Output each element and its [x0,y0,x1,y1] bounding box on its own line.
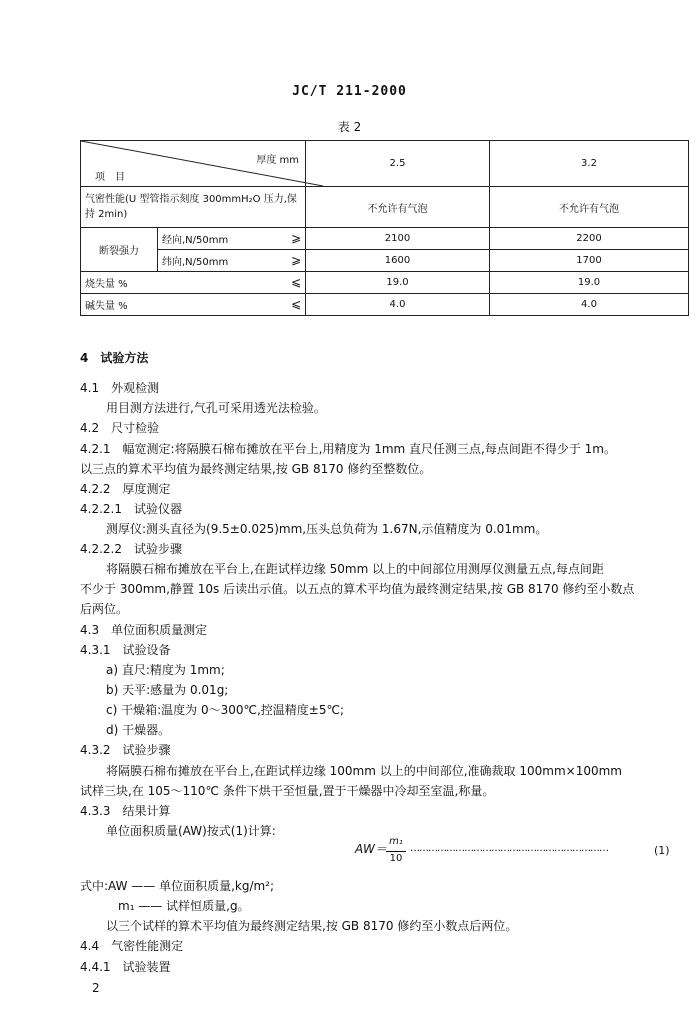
formula-number: (1) [654,844,670,857]
section-4-3-2-line1: 将隔膜石棉布摊放在平台上,在距试样边缘 100mm 以上的中间部位,准确裁取 100mm×100mm [106,764,622,778]
strength-label: 断裂强力 [81,228,158,272]
section-4-1-heading: 4.1 外观检测 [80,381,160,395]
alkali-cell [81,294,306,316]
weft-label: 纬向,N/50mm [162,257,229,268]
section-4-2-2-2-heading: 4.2.2.2 试验步骤 [80,542,182,556]
formula-fraction-bar [386,851,406,852]
formula-lhs: AW＝ [355,842,387,856]
ignition-value-2-5: 19.0 [306,272,490,294]
section-4-3-1-heading: 4.3.1 试验设备 [80,643,171,657]
table-caption: 表 2 [337,120,362,134]
section-4-2-2-2-line3: 后两位。 [80,602,129,616]
section-4-2-1-line1: 4.2.1 幅宽测定:将隔膜石棉布摊放在平台上,用精度为 1mm 直尺任测三点,每点间距不得少于 1m。 [80,442,616,456]
section-4-2-heading: 4.2 尺寸检验 [80,421,160,435]
weft-value-2-5: 1600 [306,250,490,272]
row-warp [81,228,689,250]
ignition-label: 烧失量 % [85,279,128,290]
spec-table [80,140,689,316]
section-4-3-2-heading: 4.3.2 试验步骤 [80,743,171,757]
weft-value-3-2: 1700 [490,250,689,272]
alkali-label: 碱失量 % [85,301,128,312]
section-4-3-1-item-d: d) 干燥器。 [106,723,171,737]
section-4-4-1-heading: 4.4.1 试验装置 [80,960,171,974]
corner-item-label: 项 目 [95,172,125,183]
weft-cell [158,250,306,272]
section-4-4-heading: 4.4 气密性能测定 [80,939,184,953]
airtight-value-3-2: 不允许有气泡 [490,187,689,228]
section-4-heading: 4 试验方法 [80,351,149,365]
formula-numerator: m₁ [389,836,403,847]
alkali-operator: ⩽ [290,297,301,311]
formula-denominator: 10 [389,853,403,864]
section-4-3-2-line2: 试样三块,在 105～110℃ 条件下烘干至恒量,置于干燥器中冷却至室温,称量。 [80,784,495,798]
col-header-2-5: 2.5 [306,141,490,187]
section-4-2-2-2-line2: 不少于 300mm,静置 10s 后读出示值。以五点的算术平均值为最终测定结果,按 GB 8170 修约至小数点 [80,582,635,596]
warp-value-2-5: 2100 [306,228,490,250]
section-4-3-3-text: 单位面积质量(AW)按式(1)计算: [106,824,276,838]
section-4-2-1-line2: 以三点的算术平均值为最终测定结果,按 GB 8170 修约至整数位。 [80,462,432,476]
table-header-row [81,141,689,187]
ignition-cell [81,272,306,294]
col-header-3-2: 3.2 [490,141,689,187]
formula-leader-dots: ………………………………………………………… [410,843,608,854]
page-number: 2 [92,981,100,995]
section-4-3-1-item-c: c) 干燥箱:温度为 0～300℃,控温精度±5℃; [106,703,344,717]
alkali-value-3-2: 4.0 [490,294,689,316]
airtight-label: 气密性能(U 型管指示刻度 300mmH₂O 压力,保持 2min) [81,187,306,228]
where-line-1: 式中:AW —— 单位面积质量,kg/m²; [80,879,275,893]
section-4-3-3-heading: 4.3.3 结果计算 [80,804,171,818]
alkali-value-2-5: 4.0 [306,294,490,316]
warp-cell [158,228,306,250]
ignition-operator: ⩽ [290,275,301,289]
corner-thickness-label: 厚度 mm [256,155,299,166]
section-4-2-2-1-text: 测厚仪:测头直径为(9.5±0.025)mm,压头总负荷为 1.67N,示值精度为 0.01mm。 [106,522,548,536]
warp-operator: ⩾ [290,231,301,245]
row-weft [81,250,689,272]
row-ignition-loss [81,272,689,294]
section-4-3-1-item-b: b) 天平:感量为 0.01g; [106,683,229,697]
warp-label: 经向,N/50mm [162,235,229,246]
row-alkali-loss [81,294,689,316]
document-header: JC/T 211-2000 [292,84,407,99]
row-airtight [81,187,689,228]
warp-value-3-2: 2200 [490,228,689,250]
section-4-3-1-item-a: a) 直尺:精度为 1mm; [106,663,225,677]
ignition-value-3-2: 19.0 [490,272,689,294]
weft-operator: ⩾ [290,253,301,267]
section-4-3-heading: 4.3 单位面积质量测定 [80,623,208,637]
table-corner-cell [81,141,306,187]
where-line-2: m₁ —— 试样恒质量,g。 [118,899,250,913]
section-4-2-2-1-heading: 4.2.2.1 试验仪器 [80,502,182,516]
section-4-2-2-heading: 4.2.2 厚度测定 [80,482,171,496]
section-4-3-3-final: 以三个试样的算术平均值为最终测定结果,按 GB 8170 修约至小数点后两位。 [106,919,518,933]
airtight-value-2-5: 不允许有气泡 [306,187,490,228]
section-4-2-2-2-line1: 将隔膜石棉布摊放在平台上,在距试样边缘 50mm 以上的中间部位用测厚仪测量五点,每点间距 [106,562,604,576]
section-4-1-text: 用目测方法进行,气孔可采用透光法检验。 [106,401,326,415]
